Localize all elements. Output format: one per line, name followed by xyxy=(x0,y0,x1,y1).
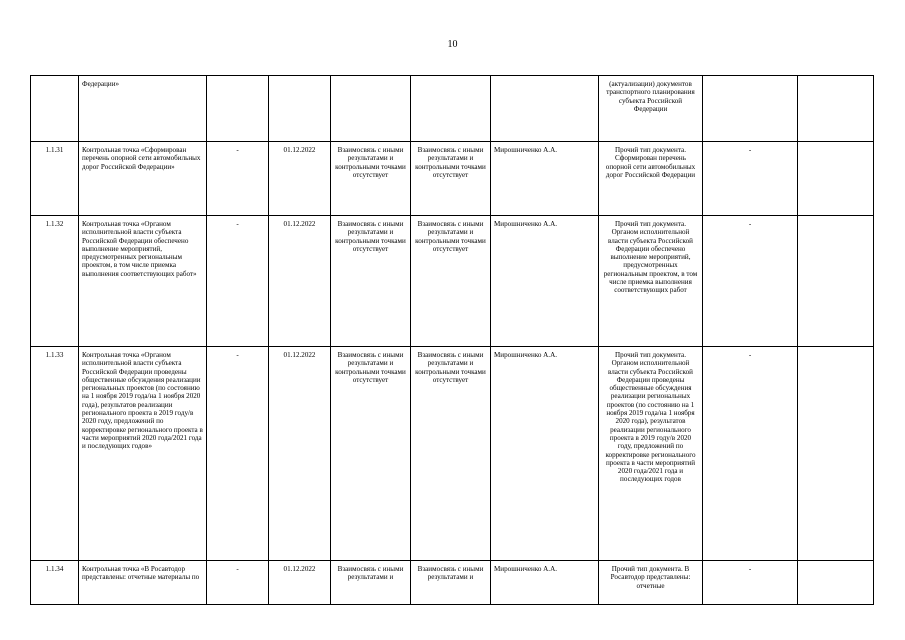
indicator: - xyxy=(703,216,798,347)
predecessors xyxy=(331,76,411,142)
successors xyxy=(411,76,491,142)
predecessors: Взаимосвязь с иными результатами и xyxy=(331,561,411,605)
base-value: - xyxy=(207,142,269,216)
base-value xyxy=(207,76,269,142)
indicator: - xyxy=(703,142,798,216)
empty-cell xyxy=(798,216,874,347)
successors: Взаимосвязь с иными результатами и контрольными точками отсутствует xyxy=(411,216,491,347)
row-number: 1.1.31 xyxy=(31,142,79,216)
predecessors: Взаимосвязь с иными результатами и контрольными точками отсутствует xyxy=(331,216,411,347)
responsible-person: Мирошниченко А.А. xyxy=(491,216,599,347)
predecessors: Взаимосвязь с иными результатами и контрольными точками отсутствует xyxy=(331,142,411,216)
responsible-person: Мирошниченко А.А. xyxy=(491,142,599,216)
control-points-table xyxy=(30,75,874,605)
control-point-name: Контрольная точка «Сформирован перечень опорной сети автомобильных дорог Российской Федерации» xyxy=(79,142,207,216)
responsible-person: Мирошниченко А.А. xyxy=(491,347,599,561)
empty-cell xyxy=(798,76,874,142)
base-value: - xyxy=(207,347,269,561)
document-type: (актуализации) документов транспортного планирования субъекта Российской Федерации xyxy=(599,76,703,142)
predecessors: Взаимосвязь с иными результатами и контрольными точками отсутствует xyxy=(331,347,411,561)
due-date: 01.12.2022 xyxy=(269,142,331,216)
document-type: Прочий тип документа. В Росавтодор представлены: отчетные xyxy=(599,561,703,605)
base-value: - xyxy=(207,561,269,605)
indicator: - xyxy=(703,561,798,605)
empty-cell xyxy=(798,561,874,605)
indicator xyxy=(703,76,798,142)
control-point-name: Федерации» xyxy=(79,76,207,142)
control-point-name: Контрольная точка «В Росавтодор представлены: отчетные материалы по xyxy=(79,561,207,605)
due-date xyxy=(269,76,331,142)
document-type: Прочий тип документа. Сформирован перечень опорной сети автомобильных дорог Российской Федерации xyxy=(599,142,703,216)
successors: Взаимосвязь с иными результатами и контрольными точками отсутствует xyxy=(411,347,491,561)
due-date: 01.12.2022 xyxy=(269,216,331,347)
document-type: Прочий тип документа. Органом исполнительной власти субъекта Российской Федерации проведены общественные обсуждения реализации региональных проектов (по состоянию на 1 ноября 2019 года/на 1 ноября 2020 года), результатов реализации регионального проекта в 2019 году/в 2020 году, предложений по корректировке регионального проекта в части мероприятий 2020 года/2021 года и последующих годов xyxy=(599,347,703,561)
successors: Взаимосвязь с иными результатами и xyxy=(411,561,491,605)
base-value: - xyxy=(207,216,269,347)
empty-cell xyxy=(798,347,874,561)
responsible-person xyxy=(491,76,599,142)
table-row xyxy=(31,142,874,216)
empty-cell xyxy=(798,142,874,216)
row-number: 1.1.34 xyxy=(31,561,79,605)
control-point-name: Контрольная точка «Органом исполнительной власти субъекта Российской Федерации проведены общественные обсуждения реализации региональных проектов (по состоянию на 1 ноября 2019 года/на 1 ноября 2020 года), результатов реализации регионального проекта в 2019 году/в 2020 году, предложений по корректировке регионального проекта в части мероприятий 2020 года/2021 года и последующих годов» xyxy=(79,347,207,561)
responsible-person: Мирошниченко А.А. xyxy=(491,561,599,605)
indicator: - xyxy=(703,347,798,561)
row-number: 1.1.32 xyxy=(31,216,79,347)
document-type: Прочий тип документа. Органом исполнительной власти субъекта Российской Федерации обеспечено выполнение мероприятий, предусмотренных региональным проектом, в том числе приемка выполнения соответствующих работ xyxy=(599,216,703,347)
table-row xyxy=(31,561,874,605)
row-number: 1.1.33 xyxy=(31,347,79,561)
table-row xyxy=(31,216,874,347)
page-number: 10 xyxy=(447,39,458,50)
table-row xyxy=(31,76,874,142)
control-point-name: Контрольная точка «Органом исполнительной власти субъекта Российской Федерации обеспечено выполнение мероприятий, предусмотренных региональным проектом, в том числе приемка выполнения соответствующих работ» xyxy=(79,216,207,347)
successors: Взаимосвязь с иными результатами и контрольными точками отсутствует xyxy=(411,142,491,216)
due-date: 01.12.2022 xyxy=(269,347,331,561)
row-number xyxy=(31,76,79,142)
table-row xyxy=(31,347,874,561)
due-date: 01.12.2022 xyxy=(269,561,331,605)
